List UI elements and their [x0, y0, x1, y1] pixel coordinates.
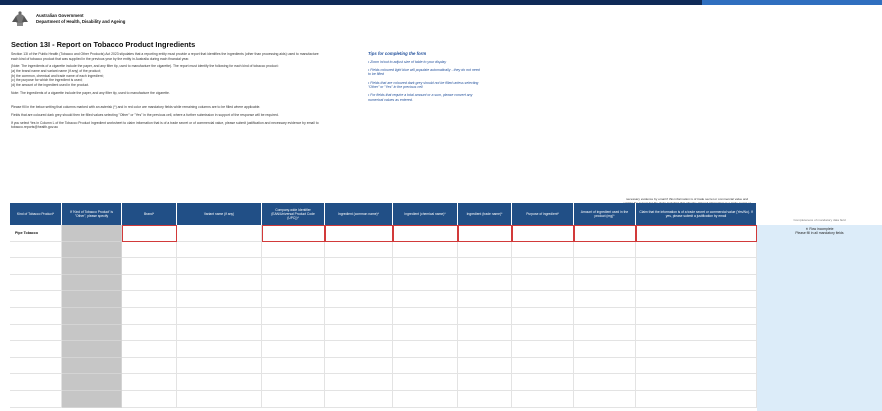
table-cell[interactable]	[177, 308, 262, 325]
column-header: Variant name (if any)	[177, 203, 262, 225]
instruction-item: (a) the brand name and variant name (if any) of the product;	[11, 68, 101, 73]
table-cell[interactable]	[262, 258, 325, 275]
table-cell[interactable]	[177, 358, 262, 375]
instruction-paragraph: Please fill in the below setting that columns marked with an asterisk (*) and in red color are mandatory fields while remaining columns are to be filled where applicable.	[11, 105, 261, 110]
table-cell[interactable]	[10, 358, 62, 375]
kind-of-product-cell[interactable]: Pipe Tobacco	[10, 225, 62, 242]
table-cell[interactable]	[325, 291, 393, 308]
table-cell[interactable]	[10, 341, 62, 358]
table-cell[interactable]	[393, 374, 458, 391]
table-cell[interactable]	[177, 325, 262, 342]
table-row	[10, 308, 757, 325]
row-status	[757, 225, 882, 236]
table-cell[interactable]	[574, 358, 636, 375]
instruction-item: (d) the amount of the ingredient used in the product.	[11, 82, 90, 87]
x-icon: ✕	[805, 227, 809, 231]
table-cell[interactable]	[636, 258, 757, 275]
tips-title: Tips for completing the form	[368, 51, 427, 56]
table-cell[interactable]	[122, 275, 177, 292]
table-cell[interactable]	[458, 374, 512, 391]
table-cell[interactable]	[325, 308, 393, 325]
table-cell[interactable]	[177, 275, 262, 292]
table-cell[interactable]	[62, 258, 122, 275]
table-cell[interactable]	[62, 291, 122, 308]
column-header: Kind of Tobacco Product*	[10, 203, 62, 225]
table-cell[interactable]	[458, 341, 512, 358]
tip-item: • For fields that require a total amount or a sum, please convert any numerical values as entered.	[368, 93, 473, 102]
table-header-row	[10, 203, 757, 225]
table-cell[interactable]	[177, 291, 262, 308]
table-cell[interactable]	[325, 358, 393, 375]
table-cell[interactable]	[393, 308, 458, 325]
table-cell[interactable]	[574, 242, 636, 259]
column-header: Brand*	[122, 203, 177, 225]
table-cell[interactable]	[512, 225, 574, 242]
table-cell[interactable]	[512, 275, 574, 292]
table-row	[10, 242, 757, 259]
table-cell[interactable]	[177, 391, 262, 408]
table-cell[interactable]	[393, 325, 458, 342]
instruction-paragraph: (Note: The ingredients of a cigarette include the paper, and any filter tip, used to manufacture the cigarette). The report must identify the following for each kind of tobacco product:	[11, 64, 279, 69]
table-cell[interactable]	[393, 391, 458, 408]
table-cell[interactable]	[325, 225, 393, 242]
completeness-column	[757, 203, 882, 411]
table-cell[interactable]	[262, 325, 325, 342]
table-cell[interactable]	[512, 291, 574, 308]
instruction-item: (b) the common, chemical and trade name of each ingredient;	[11, 73, 104, 78]
table-cell[interactable]	[574, 374, 636, 391]
org-name: Australian Government	[36, 13, 84, 19]
column-header: Ingredient (common name)*	[325, 203, 393, 225]
table-cell[interactable]	[262, 374, 325, 391]
table-cell[interactable]	[636, 374, 757, 391]
table-cell[interactable]	[122, 225, 177, 242]
table-row	[10, 391, 757, 408]
table-cell[interactable]	[458, 325, 512, 342]
tips-panel	[368, 52, 480, 106]
table-cell[interactable]	[262, 308, 325, 325]
table-cell[interactable]	[512, 308, 574, 325]
instruction-note: Note: The ingredients of a cigarette include the paper, and any filter tip, used to manufacture the cigarette.	[11, 90, 170, 95]
table-cell[interactable]	[636, 325, 757, 342]
table-cell[interactable]	[325, 391, 393, 408]
table-cell[interactable]	[262, 242, 325, 259]
table-cell[interactable]	[177, 258, 262, 275]
table-cell[interactable]	[62, 358, 122, 375]
column-header: Ingredient (trade name)*	[458, 203, 512, 225]
table-cell[interactable]	[574, 258, 636, 275]
table-cell[interactable]	[122, 291, 177, 308]
table-cell[interactable]	[458, 308, 512, 325]
table-cell[interactable]	[122, 325, 177, 342]
table-cell[interactable]	[636, 358, 757, 375]
tip-item: • Fields coloured light blue will populate automatically - they do not need to be filled	[368, 67, 480, 77]
table-cell[interactable]	[325, 341, 393, 358]
table-cell[interactable]	[122, 258, 177, 275]
table-cell[interactable]	[122, 358, 177, 375]
table-cell[interactable]	[636, 275, 757, 292]
table-cell[interactable]	[10, 325, 62, 342]
table-row	[10, 358, 757, 375]
completeness-cells	[757, 225, 882, 411]
table-cell[interactable]	[636, 308, 757, 325]
status-text: Row incomplete	[809, 227, 834, 231]
department-name: Department of Health, Disability and Ageing	[36, 19, 126, 24]
table-cell[interactable]	[122, 242, 177, 259]
table-cell[interactable]	[574, 275, 636, 292]
table-cell[interactable]	[393, 225, 458, 242]
table-cell[interactable]	[393, 341, 458, 358]
table-cell[interactable]	[262, 225, 325, 242]
instruction-item: (c) the purpose for which the ingredient is used;	[11, 78, 83, 83]
tip-item: • Fields that are coloured dark grey should not be filled unless selecting "Other" or "Yes" in the previous cell	[368, 80, 479, 90]
status-help: Please fill in all mandatory fields	[795, 231, 844, 236]
column-header: Ingredient (chemical name)*	[393, 203, 458, 225]
government-logo	[10, 10, 125, 28]
table-cell[interactable]	[512, 374, 574, 391]
table-cell[interactable]	[10, 258, 62, 275]
table-cell[interactable]	[177, 242, 262, 259]
table-cell[interactable]	[262, 341, 325, 358]
column-header: Company-wide Identifier (EAN/Universal Product Code (UPC))*	[262, 203, 325, 225]
table-cell[interactable]	[636, 341, 757, 358]
table-cell[interactable]	[458, 242, 512, 259]
table-cell[interactable]	[122, 374, 177, 391]
table-cell[interactable]	[636, 225, 757, 242]
table-cell[interactable]	[393, 291, 458, 308]
table-cell[interactable]	[512, 391, 574, 408]
table-cell[interactable]	[512, 341, 574, 358]
instructions	[11, 52, 321, 133]
table-cell[interactable]	[62, 341, 122, 358]
tip-item: • Zoom in/out to adjust size of table to your display	[368, 59, 447, 64]
column-header: Amount of ingredient used in the product (mg)*	[574, 203, 636, 225]
table-cell[interactable]	[458, 358, 512, 375]
table-cell[interactable]	[262, 291, 325, 308]
table-cell[interactable]	[325, 374, 393, 391]
table-cell[interactable]	[393, 358, 458, 375]
table-cell[interactable]	[393, 242, 458, 259]
table-cell[interactable]	[636, 242, 757, 259]
table-cell[interactable]	[177, 225, 262, 242]
completeness-header: Completeness of mandatory data field	[793, 218, 846, 222]
table-cell[interactable]	[62, 275, 122, 292]
table-cell[interactable]	[177, 374, 262, 391]
table-cell[interactable]	[574, 308, 636, 325]
instruction-paragraph: Fields that are coloured dark grey should then be filled values selecting "Other" or "Yes" in the previous cell, where a further submission in support of the response will be required.	[11, 112, 279, 117]
table-cell[interactable]	[393, 258, 458, 275]
table-cell[interactable]	[458, 275, 512, 292]
coat-of-arms-icon	[10, 10, 30, 28]
table-cell[interactable]	[177, 341, 262, 358]
column-header: If 'Kind of Tobacco Product' is "Other", please specify	[62, 203, 122, 225]
table-row	[10, 225, 757, 242]
table-cell[interactable]	[574, 325, 636, 342]
table-cell[interactable]	[636, 291, 757, 308]
table-cell[interactable]	[458, 225, 512, 242]
table-row	[10, 291, 757, 308]
table-cell[interactable]	[512, 325, 574, 342]
table-cell[interactable]	[325, 242, 393, 259]
table-cell[interactable]	[62, 391, 122, 408]
table-cell[interactable]	[62, 374, 122, 391]
table-row	[10, 374, 757, 391]
column-header: Purpose of ingredient*	[512, 203, 574, 225]
table-cell[interactable]	[122, 341, 177, 358]
table-cell[interactable]	[458, 391, 512, 408]
table-cell[interactable]	[10, 291, 62, 308]
table-cell[interactable]	[512, 242, 574, 259]
column-header: Claim that the information is of a trade secret or commercial value (Yes/No). If yes, please submit a justification by email	[636, 203, 757, 225]
table-cell[interactable]	[10, 242, 62, 259]
table-cell[interactable]	[10, 391, 62, 408]
table-cell[interactable]	[122, 391, 177, 408]
table-row	[10, 275, 757, 292]
table-cell[interactable]	[458, 258, 512, 275]
table-cell[interactable]	[636, 391, 757, 408]
table-cell[interactable]	[325, 275, 393, 292]
ingredients-table	[10, 203, 757, 408]
table-cell[interactable]	[262, 391, 325, 408]
top-banner-accent	[702, 0, 882, 5]
table-cell[interactable]	[62, 225, 122, 242]
instruction-paragraph: Section 13I of the Public Health (Tobacco and Other Products) Act 2023 stipulates that a reporting entity must provide a report that identifies the ingredients (other than processing aids) used to manufacture each kind of tobacco product that was supplied in the previous year by the entity in Australia during each financial year.	[11, 52, 319, 61]
instruction-paragraph: If you select Yes in Column L of the Tobacco Product Ingredient worksheet to claim information that is of a trade secret or of commercial value, please submit justification and necessary evidence by email to tobacco.reports@health.gov.au	[11, 120, 319, 130]
table-row	[10, 325, 757, 342]
column-note: necessary evidence by email if this information is of trade secret or commercial value and	[625, 197, 749, 201]
table-cell[interactable]	[10, 275, 62, 292]
table-cell[interactable]	[262, 275, 325, 292]
table-cell[interactable]	[458, 291, 512, 308]
table-cell[interactable]	[512, 258, 574, 275]
table-cell[interactable]	[512, 358, 574, 375]
table-cell[interactable]	[62, 325, 122, 342]
table-cell[interactable]	[574, 291, 636, 308]
table-cell[interactable]	[325, 325, 393, 342]
table-cell[interactable]	[122, 308, 177, 325]
page-title: Section 13I - Report on Tobacco Product Ingredients	[11, 40, 196, 49]
table-cell[interactable]	[393, 275, 458, 292]
table-row	[10, 341, 757, 358]
table-cell[interactable]	[574, 225, 636, 242]
table-row	[10, 258, 757, 275]
table-cell[interactable]	[325, 258, 393, 275]
table-cell[interactable]	[574, 341, 636, 358]
table-cell[interactable]	[62, 308, 122, 325]
table-cell[interactable]	[62, 242, 122, 259]
table-cell[interactable]	[262, 358, 325, 375]
table-cell[interactable]	[574, 391, 636, 408]
table-cell[interactable]	[10, 308, 62, 325]
table-cell[interactable]	[10, 374, 62, 391]
